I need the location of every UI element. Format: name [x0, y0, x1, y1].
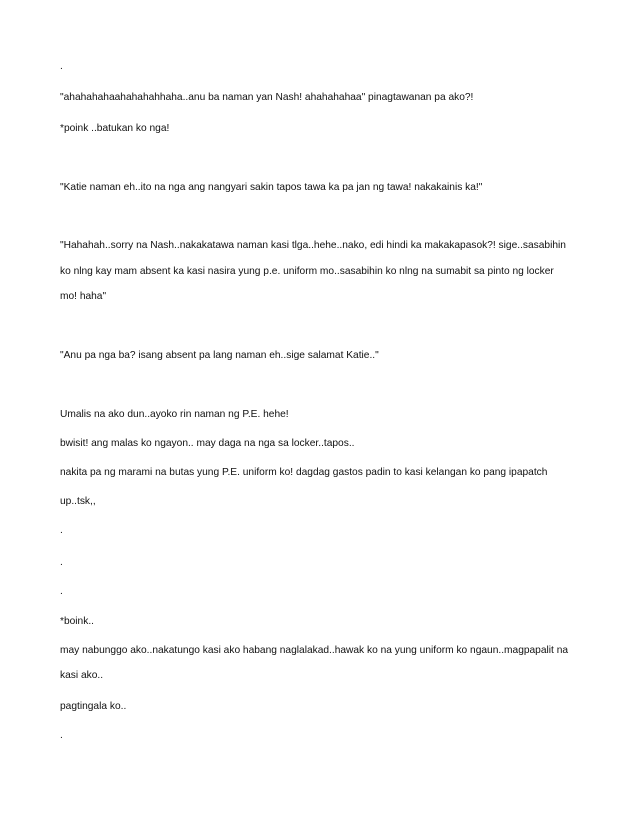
text-line: .	[60, 61, 63, 72]
text-line: .	[60, 525, 63, 536]
text-line: "Anu pa nga ba? isang absent pa lang naman eh..sige salamat Katie.."	[60, 350, 379, 361]
text-line: bwisit! ang malas ko ngayon.. may daga na nga sa locker..tapos..	[60, 438, 355, 449]
text-line: pagtingala ko..	[60, 701, 127, 712]
text-line: may nabunggo ako..nakatungo kasi ako habang naglalakad..hawak ko na yung uniform ko ngaun..magpapalit na	[60, 645, 569, 656]
text-line: *boink..	[60, 616, 94, 627]
text-line: mo! haha"	[60, 291, 107, 302]
text-line: Umalis na ako dun..ayoko rin naman ng P.E. hehe!	[60, 409, 289, 420]
text-line: .	[60, 557, 63, 568]
text-line: *poink ..batukan ko nga!	[60, 123, 170, 134]
text-line: nakita pa ng marami na butas yung P.E. uniform ko! dagdag gastos padin to kasi kelangan ko pang ipapatch	[60, 467, 548, 478]
text-line: "Katie naman eh..ito na nga ang nangyari sakin tapos tawa ka pa jan ng tawa! nakakainis ka!"	[60, 182, 483, 193]
text-line: ko nlng kay mam absent ka kasi nasira yung p.e. uniform mo..sasabihin ko nlng na sumabit sa pinto ng locker	[60, 266, 554, 277]
text-line: "ahahahahaahahahahhaha..anu ba naman yan Nash! ahahahahaa" pinagtawanan pa ako?!	[60, 92, 474, 103]
text-line: .	[60, 586, 63, 597]
text-line: .	[60, 730, 63, 741]
text-line: up..tsk,,	[60, 496, 96, 507]
text-line: kasi ako..	[60, 670, 104, 681]
text-line: "Hahahah..sorry na Nash..nakakatawa naman kasi tlga..hehe..nako, edi hindi ka makakapasok?! sige..sasabihin	[60, 240, 566, 251]
